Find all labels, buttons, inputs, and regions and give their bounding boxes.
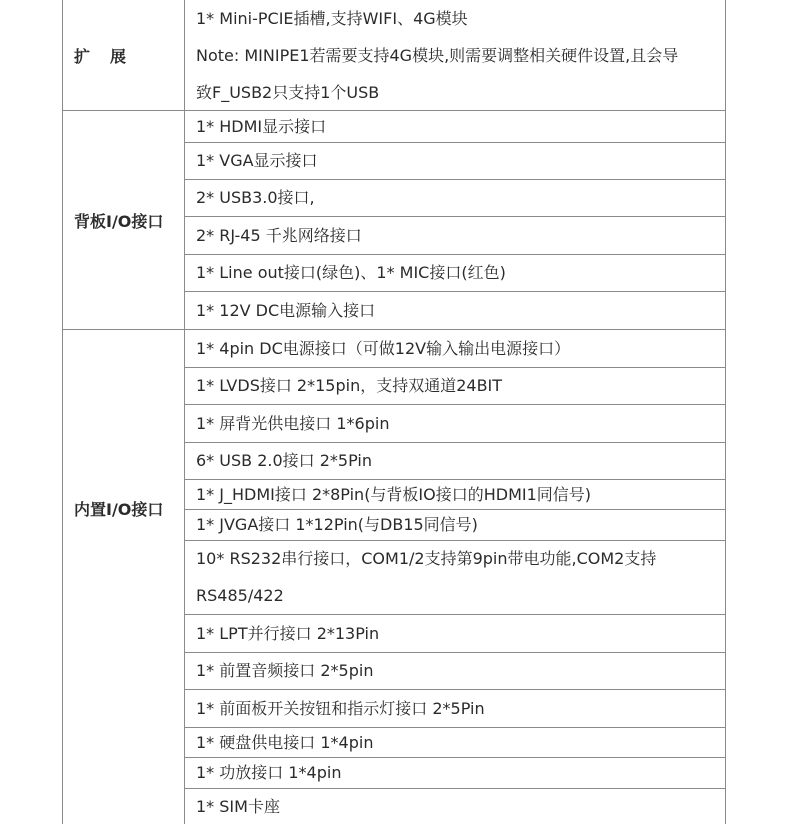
spec-row: RS485/422 xyxy=(196,586,284,605)
section-label-expansion: 扩 展 xyxy=(74,47,129,66)
table-border-left xyxy=(62,0,63,824)
spec-row: 1* HDMI显示接口 xyxy=(196,117,327,136)
spec-row: 2* USB3.0接口, xyxy=(196,188,315,207)
table-divider-column xyxy=(184,0,185,824)
spec-row: 1* LVDS接口 2*15pin，支持双通道24BIT xyxy=(196,376,503,395)
spec-row: 1* VGA显示接口 xyxy=(196,151,318,170)
spec-row: 6* USB 2.0接口 2*5Pin xyxy=(196,451,372,470)
spec-row: 致F_USB2只支持1个USB xyxy=(196,83,380,102)
spec-row: 1* SIM卡座 xyxy=(196,797,280,816)
spec-row: 1* 前置音频接口 2*5pin xyxy=(196,661,374,680)
spec-row: 1* LPT并行接口 2*13Pin xyxy=(196,624,380,643)
spec-row: 1* JVGA接口 1*12Pin(与DB15同信号) xyxy=(196,515,478,534)
section-label-rear-io: 背板I/O接口 xyxy=(74,212,164,231)
spec-row: 1* 4pin DC电源接口（可做12V输入输出电源接口） xyxy=(196,339,571,358)
spec-row: 1* J_HDMI接口 2*8Pin(与背板IO接口的HDMI1同信号) xyxy=(196,485,592,504)
spec-row: 10* RS232串行接口，COM1/2支持第9pin带电功能,COM2支持 xyxy=(196,549,657,568)
spec-row: 1* 12V DC电源输入接口 xyxy=(196,301,376,320)
spec-row: 1* Mini-PCIE插槽,支持WIFI、4G模块 xyxy=(196,9,468,28)
table-border-right xyxy=(725,0,726,824)
spec-row: 1* 功放接口 1*4pin xyxy=(196,763,342,782)
spec-row: 1* Line out接口(绿色)、1* MIC接口(红色) xyxy=(196,263,506,282)
spec-row: 1* 硬盘供电接口 1*4pin xyxy=(196,733,374,752)
spec-row: Note: MINIPE1若需要支持4G模块,则需要调整相关硬件设置,且会导 xyxy=(196,46,679,65)
spec-row: 2* RJ-45 千兆网络接口 xyxy=(196,226,362,245)
spec-row: 1* 屏背光供电接口 1*6pin xyxy=(196,414,390,433)
section-label-internal-io: 内置I/O接口 xyxy=(74,500,164,519)
spec-row: 1* 前面板开关按钮和指示灯接口 2*5Pin xyxy=(196,699,485,718)
